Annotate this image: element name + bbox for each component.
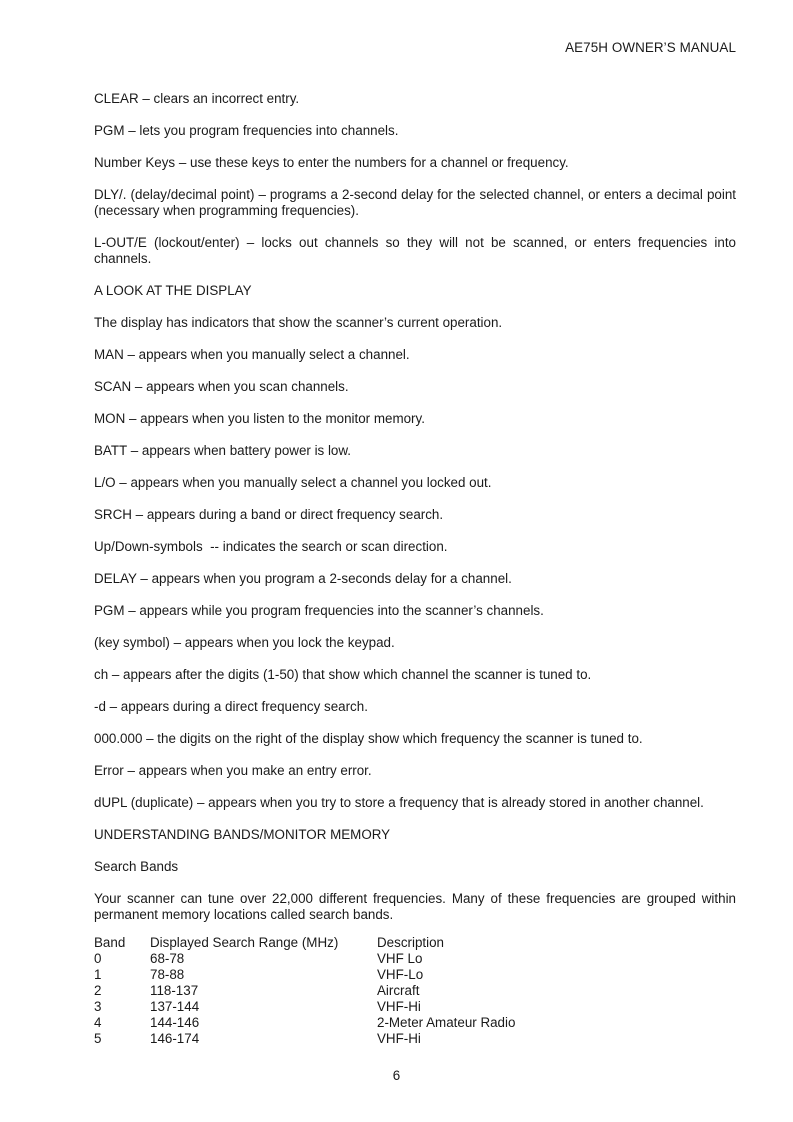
band-description: VHF-Hi xyxy=(377,999,421,1014)
indicator-scan: SCAN – appears when you scan channels. xyxy=(94,379,349,394)
table-row xyxy=(94,967,577,983)
band-range: 144-146 xyxy=(150,1015,200,1030)
indicator-batt: BATT – appears when battery power is low. xyxy=(94,443,352,458)
paragraph-display-intro: The display has indicators that show the scanner’s current operation. xyxy=(94,315,503,330)
indicator-updown: Up/Down-symbols -- indicates the search or scan direction. xyxy=(94,539,448,554)
band-number: 2 xyxy=(94,983,102,998)
paragraph-dly: DLY/. (delay/decimal point) – programs a 2-second delay for the selected channel, or enters a decimal point (necessary when programming frequencies). xyxy=(94,187,736,218)
page-body xyxy=(94,91,736,1047)
band-description: VHF Lo xyxy=(377,951,423,966)
section-heading-display: A LOOK AT THE DISPLAY xyxy=(94,283,252,298)
paragraph-search-bands: Your scanner can tune over 22,000 different frequencies. Many of these frequencies are grouped within permanent memory locations called search bands. xyxy=(94,891,736,922)
band-description: VHF-Hi xyxy=(377,1031,421,1046)
table-row xyxy=(94,983,577,999)
header-band: Band xyxy=(94,935,126,950)
indicator-srch: SRCH – appears during a band or direct frequency search. xyxy=(94,507,444,522)
indicator-mon: MON – appears when you listen to the monitor memory. xyxy=(94,411,425,426)
indicator-dupl: dUPL (duplicate) – appears when you try to store a frequency that is already stored in another channel. xyxy=(94,795,704,810)
header-range: Displayed Search Range (MHz) xyxy=(150,935,339,950)
indicator-error: Error – appears when you make an entry error. xyxy=(94,763,372,778)
section-heading-bands: UNDERSTANDING BANDS/MONITOR MEMORY xyxy=(94,827,391,842)
table-header-row xyxy=(94,935,577,951)
band-range: 137-144 xyxy=(150,999,200,1014)
indicator-delay: DELAY – appears when you program a 2-seconds delay for a channel. xyxy=(94,571,512,586)
indicator-key-symbol: (key symbol) – appears when you lock the keypad. xyxy=(94,635,395,650)
indicator-lo: L/O – appears when you manually select a channel you locked out. xyxy=(94,475,492,490)
paragraph-number-keys: Number Keys – use these keys to enter the numbers for a channel or frequency. xyxy=(94,155,569,170)
band-number: 5 xyxy=(94,1031,102,1046)
running-header: AE75H OWNER’S MANUAL xyxy=(565,40,736,55)
page-number: 6 xyxy=(392,1068,401,1083)
indicator-pgm: PGM – appears while you program frequencies into the scanner’s channels. xyxy=(94,603,544,618)
band-description: Aircraft xyxy=(377,983,420,998)
band-range: 118-137 xyxy=(150,983,199,998)
indicator-man: MAN – appears when you manually select a channel. xyxy=(94,347,410,362)
table-row xyxy=(94,1031,577,1047)
search-bands-table xyxy=(94,935,577,1047)
paragraph-pgm: PGM – lets you program frequencies into channels. xyxy=(94,123,399,138)
band-number: 1 xyxy=(94,967,102,982)
band-number: 4 xyxy=(94,1015,102,1030)
band-number: 3 xyxy=(94,999,102,1014)
paragraph-lout: L-OUT/E (lockout/enter) – locks out channels so they will not be scanned, or enters frequencies into channels. xyxy=(94,235,736,266)
indicator-d: -d – appears during a direct frequency search. xyxy=(94,699,368,714)
subheading-search-bands: Search Bands xyxy=(94,859,179,874)
band-range: 78-88 xyxy=(150,967,185,982)
table-row xyxy=(94,1015,577,1031)
band-description: VHF-Lo xyxy=(377,967,424,982)
band-range: 68-78 xyxy=(150,951,185,966)
indicator-ch: ch – appears after the digits (1-50) that show which channel the scanner is tuned to. xyxy=(94,667,592,682)
band-range: 146-174 xyxy=(150,1031,200,1046)
table-row xyxy=(94,951,577,967)
indicator-digits: 000.000 – the digits on the right of the display show which frequency the scanner is tuned to. xyxy=(94,731,643,746)
band-description: 2-Meter Amateur Radio xyxy=(377,1015,516,1030)
header-description: Description xyxy=(377,935,444,950)
paragraph-clear: CLEAR – clears an incorrect entry. xyxy=(94,91,300,106)
band-number: 0 xyxy=(94,951,102,966)
table-row xyxy=(94,999,577,1015)
